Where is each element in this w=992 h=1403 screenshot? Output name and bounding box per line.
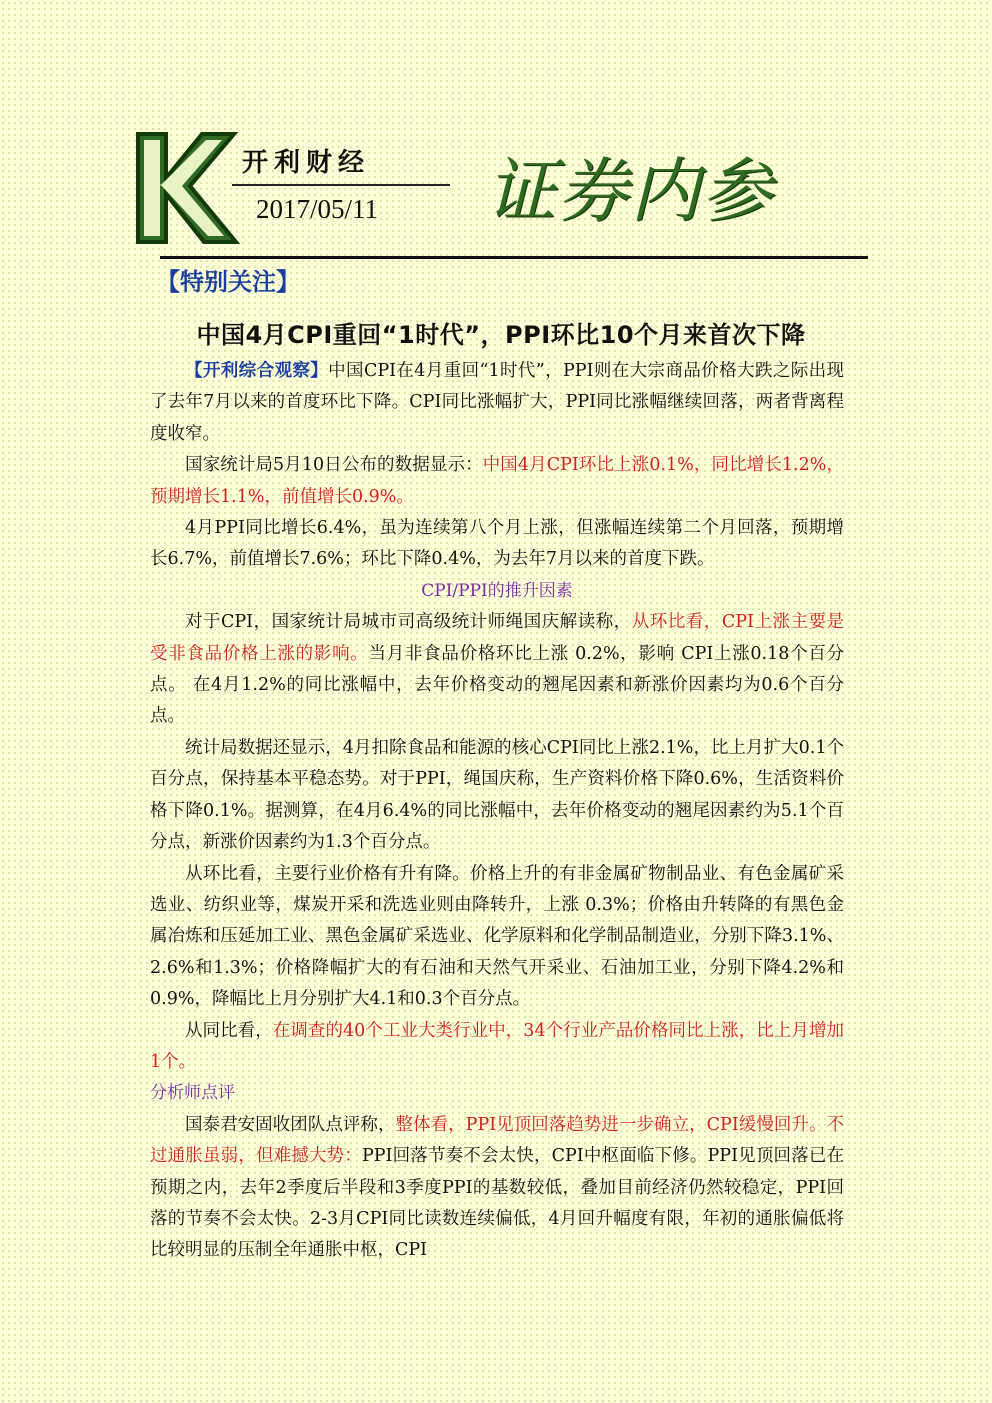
paragraph-text: 中国CPI在4月重回“1时代”，PPI则在大宗商品价格大跌之际出现了去年7月以来的首度环比下降。CPI同比涨幅扩大，PPI同比涨幅继续回落，两者背离程度收窄。 — [150, 361, 844, 444]
article-headline: 中国4月CPI重回“1时代”，PPI环比10个月来首次下降 — [196, 321, 806, 349]
highlight-text: 从环比看，CPI上涨主要是受非食品价格上涨的影响。 — [150, 612, 845, 664]
subheading-analyst: 分析师点评 — [150, 1083, 235, 1104]
paragraph-text: 统计局数据还显示，4月扣除食品和能源的核心CPI同比上涨2.1%，比上月扩大0.1个百分点，保持基本平稳态势。对于PPI，绳国庆称，生产资料价格下降0.6%，生活资料价格下降0.1%。据测算，在4月6.4%的同比涨幅中，去年价格变动的翘尾因素约为5.1个百分点，新涨价因素约为1.3个百分点。 — [150, 737, 844, 853]
paragraph-text: 当月非食品价格环比上涨 0.2%，影响 CPI上涨0.18个百分点。 在4月1.2%的同比涨幅中，去年价格变动的翘尾因素和新涨价因素均为0.6个百分点。 — [150, 643, 844, 727]
subheading-factors: CPI/PPI的推升因素 — [421, 580, 573, 601]
paragraph-text: PPI回落节奏不会太快，CPI中枢面临下修。PPI见顶回落已在预期之内，去年2季度后半段和3季度PPI的基数较低，叠加目前经济仍然较稳定，PPI回落的节奏不会太快。2-3月CPI同比读数连续偏低，4月回升幅度有限，年初的通胀偏低将比较明显的压制全年通胀中枢，CPI — [150, 1146, 844, 1261]
paragraph-text: 对于CPI，国家统计局城市司高级统计师绳国庆解读称， — [185, 612, 632, 633]
publication-banner: 证券内参 — [486, 150, 774, 232]
paragraph-2 — [150, 450, 844, 513]
brand-name: 开利财经 — [242, 148, 371, 178]
paragraph-text: 国家统计局5月10日公布的数据显示： — [185, 455, 483, 476]
observation-tag: 【开利综合观察】 — [185, 361, 329, 381]
header-rule — [160, 256, 868, 259]
paragraph-text: 4月PPI同比增长6.4%，虽为连续第八个月上涨，但涨幅连续第二个月回落，预期增长6.7%，前值增长7.6%；环比下降0.4%，为去年7月以来的首度下跌。 — [150, 518, 844, 570]
highlight-text: 整体看，PPI见顶回落趋势进一步确立，CPI缓慢回升。不过通胀虽弱，但难撼大势： — [150, 1114, 844, 1167]
paragraph-4 — [150, 607, 844, 733]
article-body — [150, 356, 844, 1267]
brand-underline — [232, 184, 450, 186]
paragraph-3 — [150, 513, 844, 576]
paragraph-text: 从同比看， — [185, 1020, 273, 1041]
paragraph-text: 从环比看，主要行业价格有升有降。价格上升的有非金属矿物制品业、有色金属矿采选业、纺织业等，煤炭开采和洗选业则由降转升，上涨 0.3%；价格由升转降的有黑色金属冶炼和压延加工业、黑色金属矿采选业、化学原料和化学制品制造业，分别下降3.1%、2.6%和1.3%；价格降幅扩大的有石油和天然气开采业、石油加工业，分别下降4.2%和0.9%，降幅比上月分别扩大4.1和0.3个百分点。 — [150, 863, 844, 1010]
k-logo-icon — [132, 128, 242, 248]
issue-date: 2017/05/11 — [256, 194, 379, 224]
highlight-text: 在调查的40个工业大类行业中，34个行业产品价格同比上涨，比上月增加1个。 — [150, 1020, 844, 1072]
paragraph-7 — [150, 1016, 844, 1079]
section-tag: 【特别关注】 — [156, 268, 300, 296]
highlight-text: 中国4月CPI环比上涨0.1%，同比增长1.2%，预期增长1.1%，前值增长0.9%。 — [150, 455, 844, 507]
paragraph-8 — [150, 1110, 844, 1267]
paragraph-1 — [150, 356, 844, 450]
paragraph-5 — [150, 733, 844, 859]
paragraph-text: 国泰君安固收团队点评称， — [185, 1114, 396, 1135]
paragraph-6 — [150, 859, 844, 1016]
